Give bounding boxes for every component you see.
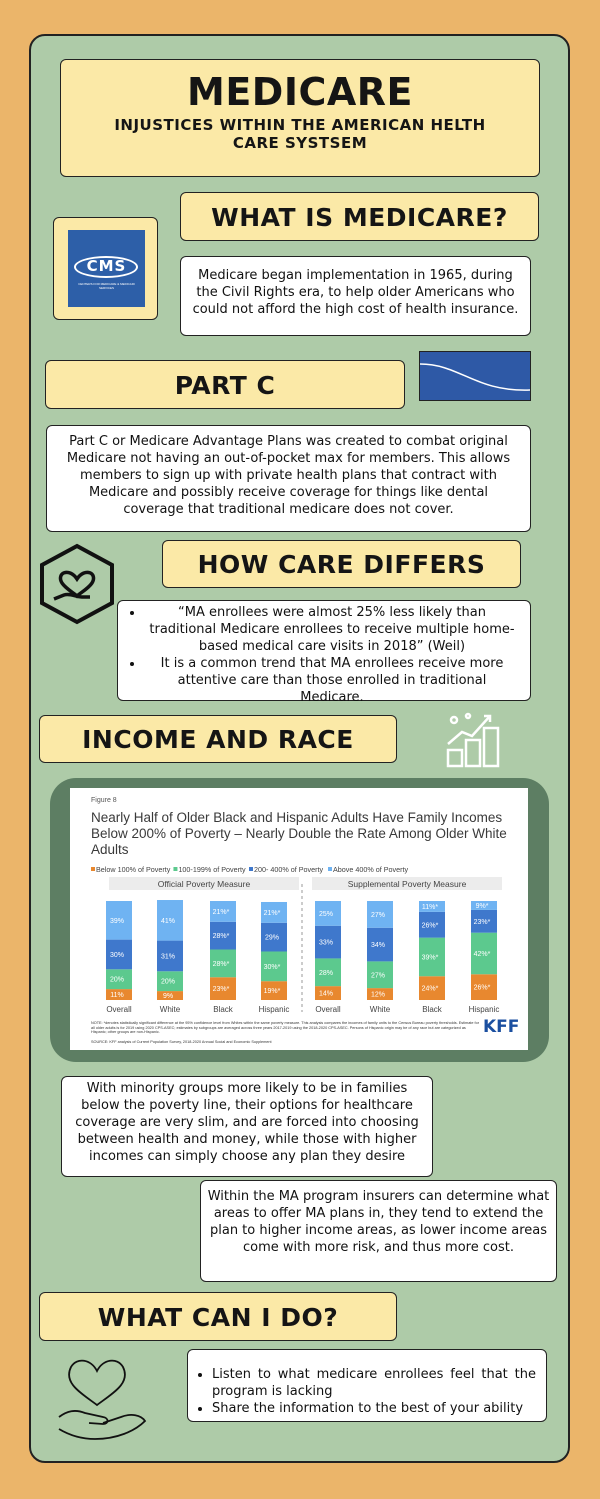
heart-hand-hexagon-icon: [36, 543, 118, 625]
bar-value-label: 26%*: [421, 922, 439, 930]
list-item: • “MA enrollees were almost 25% less likely than traditional Medicare enrollees to receive multiple home-based medical care visits in 2018” (Weil): [144, 604, 520, 655]
legend-label: 200- 400% of Poverty: [254, 865, 324, 874]
bar-value-label: 9%: [162, 993, 174, 1001]
what-is-text-box: [180, 256, 531, 336]
legend-label: Below 100% of Poverty: [96, 865, 171, 874]
bar-value-label: 9%*: [475, 902, 489, 910]
legend-swatch: [173, 867, 177, 871]
figure-label: Figure 8: [91, 797, 117, 804]
legend-swatch: [249, 867, 253, 871]
list-item: • It is a common trend that MA enrollees receive more attentive care than those enrolled in traditional Medicare.: [144, 655, 520, 706]
part-c-heading: PART C: [174, 371, 276, 400]
money-growth-icon: [444, 710, 506, 770]
bar-value-label: 20%: [160, 978, 176, 986]
category-label: Black: [213, 1005, 233, 1014]
wave-graphic: [419, 351, 531, 401]
bar-value-label: 31%: [160, 953, 176, 961]
bar-value-label: 34%: [370, 942, 386, 950]
bar-value-label: 30%*: [263, 963, 281, 971]
figure-card: [70, 788, 528, 1050]
cms-logo: CMS CENTERS FOR MEDICARE & MEDICAID SERVICES: [68, 230, 145, 307]
figure-note: NOTE: *denotes statistically significant difference at the 95% confidence level from Whites within the same poverty measure. This analysis compares the incomes of family units to the Census Bureau poverty thresholds. Estimate for all older adults is for 2019 using 2020 CPS-ASEC; estimates by subgroups are averaged across three years 2017-2019 using the 2018-2020 CPS-ASEC. Persons of Hispanic origin may be of any race but are categorized as Hispanic; other groups are non-Hispanic.: [91, 1021, 479, 1035]
care-differs-text-box: [117, 600, 531, 705]
group-header-label: Official Poverty Measure: [157, 879, 251, 889]
category-label: Overall: [315, 1005, 341, 1014]
stacked-bar-chart: [70, 788, 528, 1050]
income-text-2: Within the MA program insurers can determine what areas to offer MA plans in, they tend to extend the plan to higher income areas, as lower income areas come with more risk, and thus more cost.: [207, 1189, 550, 1255]
bar-value-label: 11%*: [421, 903, 439, 911]
income-text-1: With minority groups more likely to be in families below the poverty line, their options for healthcare coverage are very slim, and are forced into choosing between health and money, while those with higher incomes can simply choose any plan they desire: [75, 1081, 419, 1164]
page-subtitle: INJUSTICES WITHIN THE AMERICAN HELTH CARE SYSTSEM: [114, 116, 486, 152]
logo-frame: [53, 217, 158, 320]
legend-swatch: [328, 867, 332, 871]
bar-value-label: 28%*: [212, 960, 230, 968]
legend-swatch: [91, 867, 95, 871]
bar-value-label: 24%*: [421, 985, 439, 993]
bar-value-label: 20%: [109, 976, 125, 984]
category-label: Hispanic: [468, 1005, 500, 1014]
part-c-text-box: [46, 425, 531, 532]
income-text-box-1: [61, 1076, 433, 1177]
income-text-box-2: [200, 1180, 557, 1282]
bar-value-label: 28%*: [212, 933, 230, 941]
group-header-label: Supplemental Poverty Measure: [347, 879, 467, 889]
legend-label: 100-199% of Poverty: [178, 865, 246, 874]
part-c-text: Part C or Medicare Advantage Plans was created to combat original Medicare not having an out-of-pocket max for members. This allows members to sign up with private health plans that contract with Medicare and possibly receive coverage for things like dental coverage that traditional medicare does not cover.: [66, 434, 511, 517]
what-can-list: [196, 1366, 536, 1417]
category-label: White: [369, 1005, 391, 1014]
what-is-heading: WHAT IS MEDICARE?: [211, 203, 508, 232]
legend-label: Above 400% of Poverty: [333, 865, 409, 874]
list-item: • Listen to what medicare enrollees feel that the program is lacking: [212, 1366, 536, 1400]
what-can-heading-box: [39, 1292, 397, 1341]
bar-value-label: 21%*: [212, 908, 230, 916]
what-can-text-box: [187, 1349, 547, 1422]
bar-value-label: 21%*: [263, 909, 281, 917]
category-label: Hispanic: [258, 1005, 290, 1014]
bar-value-label: 39%*: [421, 954, 439, 962]
bar-value-label: 30%: [109, 951, 125, 959]
part-c-heading-box: [45, 360, 405, 409]
what-is-heading-box: [180, 192, 539, 241]
care-differs-heading: HOW CARE DIFFERS: [197, 550, 486, 579]
page-title: MEDICARE: [187, 70, 413, 114]
bar-value-label: 25%: [318, 910, 334, 918]
bar-value-label: 28%: [318, 969, 334, 977]
title-box: [60, 59, 540, 177]
bar-value-label: 39%: [109, 917, 125, 925]
bar-value-label: 11%: [110, 992, 124, 1000]
income-race-heading: INCOME AND RACE: [82, 725, 354, 754]
bar-value-label: 42%*: [473, 950, 491, 958]
category-label: White: [159, 1005, 181, 1014]
category-label: Overall: [106, 1005, 132, 1014]
wave-icon: [420, 352, 530, 400]
bar-value-label: 23%*: [212, 986, 230, 994]
bar-value-label: 29%: [264, 934, 280, 942]
bar-value-label: 27%: [370, 911, 386, 919]
heart-in-hand-icon: [55, 1355, 151, 1445]
category-label: Black: [422, 1005, 442, 1014]
bar-value-label: 41%: [160, 917, 176, 925]
figure-title: Nearly Half of Older Black and Hispanic Adults Have Family Incomes Below 200% of Poverty – Nearly Double the Rate Among Older White Adults: [91, 810, 507, 857]
what-can-heading: WHAT CAN I DO?: [97, 1303, 339, 1332]
bar-value-label: 19%*: [263, 988, 281, 996]
list-item: • Share the information to the best of your ability: [212, 1400, 536, 1417]
care-differs-list: [120, 604, 520, 706]
bar-value-label: 23%*: [473, 918, 491, 926]
bar-value-label: 12%: [370, 991, 386, 999]
kff-logo: KFF: [483, 1017, 520, 1037]
bar-value-label: 27%: [370, 972, 386, 980]
figure-source: SOURCE: KFF analysis of Current Population Survey, 2018-2020 Annual Social and Economic Supplement: [91, 1040, 272, 1044]
bar-value-label: 26%*: [473, 984, 491, 992]
bar-value-label: 14%: [318, 990, 334, 998]
care-differs-heading-box: [162, 540, 521, 588]
what-is-text: Medicare began implementation in 1965, during the Civil Rights era, to help older Americans who could not afford the high cost of health insurance.: [192, 268, 519, 317]
income-race-heading-box: [39, 715, 397, 763]
bar-value-label: 33%: [318, 939, 334, 947]
